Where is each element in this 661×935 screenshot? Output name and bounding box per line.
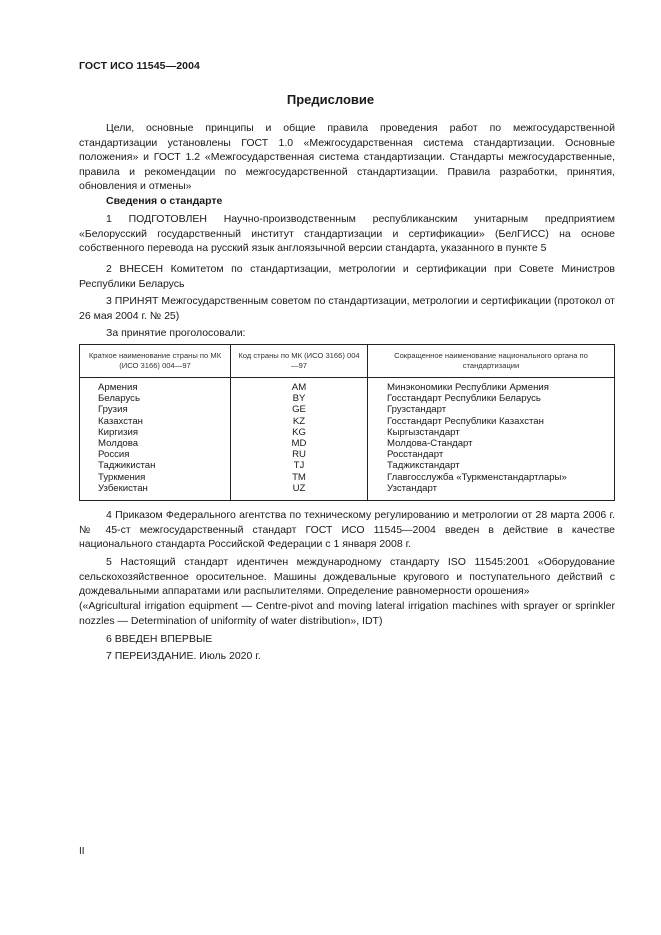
- standards-body-name: Росстандарт: [387, 449, 444, 461]
- item-5-paragraph: 5 Настоящий стандарт идентичен международному стандарту ISO 11545:2001 «Оборудование сельскохозяйственное оросительное. Машины дождевальные кругового и поступательного действий с дождевальными аппаратами или распылителями. Определение равномерности орошения»: [79, 556, 615, 598]
- country-name: Таджикистан: [98, 460, 156, 472]
- item-3-paragraph: 3 ПРИНЯТ Межгосударственным советом по стандартизации, метрологии и сертификации (протокол от 26 мая 2004 г. № 25): [79, 295, 615, 322]
- page-number: II: [79, 846, 85, 857]
- country-code: RU: [292, 449, 306, 461]
- country-code: BY: [292, 393, 306, 405]
- standards-body-name: Кыргызстандарт: [387, 426, 460, 438]
- standards-body-name: Минэкономики Республики Армения: [387, 382, 549, 393]
- country-name: Армения: [98, 382, 138, 393]
- intro-paragraph: Цели, основные принципы и общие правила проведения работ по межгосударственной стандартизации установлены ГОСТ 1.0 «Межгосударственная система стандартизации. Основные положения» и ГОСТ 1.2 «Межгосударственная система стандартизации. Стандарты межгосударственные, правила и рекомендации по межгосударственной стандартизации. Правила разработки, принятия, обновления и отмены»: [79, 122, 615, 193]
- item-6-paragraph: 6 ВВЕДЕН ВПЕРВЫЕ: [106, 633, 213, 645]
- item-1-paragraph: 1 ПОДГОТОВЛЕН Научно-производственным республиканским унитарным предприятием «Белорусский государственный институт стандартизации и сертификации» (БелГИСС) на основе собственного перевода на русский язык англоязычной версии стандарта, указанного в пункте 5: [79, 213, 615, 255]
- standards-body-name: Госстандарт Республики Казахстан: [387, 415, 544, 427]
- country-name: Туркмения: [98, 471, 146, 483]
- country-name: Грузия: [98, 404, 128, 416]
- vote-intro: За принятие проголосовали:: [106, 327, 246, 339]
- country-code: TM: [292, 471, 306, 483]
- page-title: Предисловие: [286, 92, 375, 107]
- standards-body-name: Грузстандарт: [387, 404, 447, 416]
- table-header-body: Сокращенное наименование национального органа по стандартизации: [368, 345, 615, 378]
- table-header-code: Код страны по МК (ИСО 3166) 004—97: [231, 345, 368, 378]
- country-code: AM: [291, 382, 307, 393]
- country-name: Казахстан: [98, 415, 143, 427]
- item-7-paragraph: 7 ПЕРЕИЗДАНИЕ. Июль 2020 г.: [106, 650, 261, 662]
- item-5-english-title: («Agricultural irrigation equipment — Centre-pivot and moving lateral irrigation machines with sprayer or sprinkler nozzles — Determination of uniformity of water distribution», IDT): [79, 600, 615, 627]
- country-code: GE: [292, 404, 306, 416]
- country-code: TJ: [293, 460, 305, 472]
- member-states-table: [79, 344, 615, 501]
- section-heading: Сведения о стандарте: [106, 195, 223, 207]
- table-header-row: [80, 345, 615, 378]
- standards-body-name: Таджикстандарт: [387, 460, 460, 472]
- standards-body-name: Госстандарт Республики Беларусь: [387, 393, 541, 405]
- country-name: Молдова: [98, 438, 139, 450]
- country-code: KG: [292, 426, 306, 438]
- table-header-country: Краткое наименование страны по МК (ИСО 3166) 004—97: [80, 345, 231, 378]
- table-body-row: [80, 378, 615, 501]
- country-name: Киргизия: [98, 426, 139, 438]
- country-code: MD: [291, 438, 307, 450]
- code-column: [231, 378, 368, 501]
- standards-body-name: Молдова-Стандарт: [387, 438, 473, 450]
- country-name: Узбекистан: [98, 482, 148, 494]
- item-4-paragraph: 4 Приказом Федерального агентства по техническому регулированию и метрологии от 28 марта 2006 г. № 45-ст межгосударственный стандарт ГОСТ ИСО 11545—2004 введен в действие в качестве национального стандарта Российской Федерации с 1 января 2008 г.: [79, 509, 615, 551]
- standards-body-name: Главгосслужба «Туркменстандартлары»: [387, 471, 567, 483]
- country-column: [80, 378, 231, 501]
- standards-body-name: Узстандарт: [387, 482, 438, 494]
- document-designation: ГОСТ ИСО 11545—2004: [79, 60, 200, 72]
- country-code: KZ: [292, 415, 306, 427]
- country-name: Беларусь: [98, 393, 140, 405]
- country-name: Россия: [98, 449, 130, 461]
- standards-body-column: [368, 378, 615, 501]
- item-2-paragraph: 2 ВНЕСЕН Комитетом по стандартизации, метрологии и сертификации при Совете Министров Республики Беларусь: [79, 263, 615, 290]
- country-code: UZ: [292, 482, 306, 494]
